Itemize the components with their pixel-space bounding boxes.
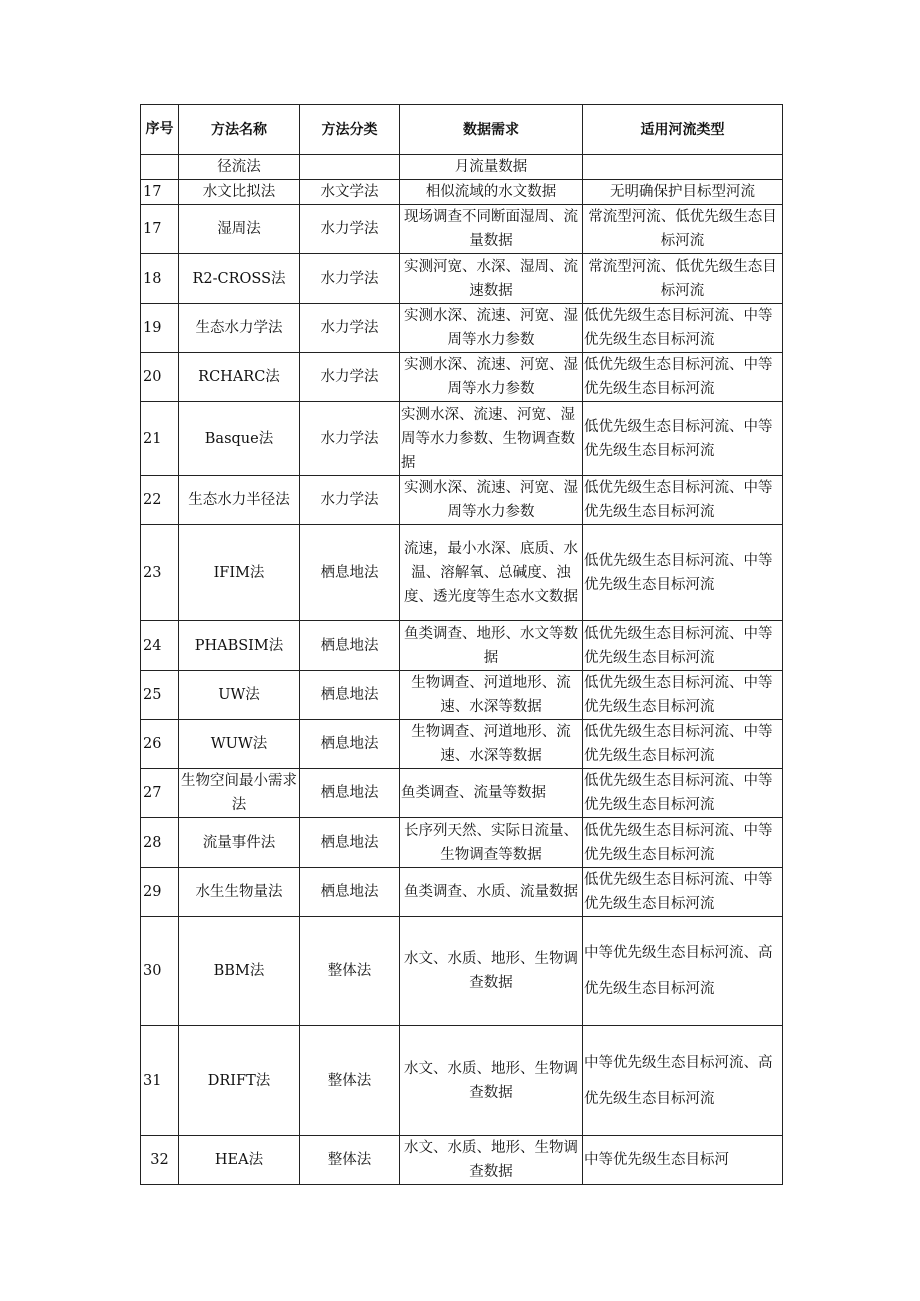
row-data: 鱼类调查、水质、流量数据: [400, 868, 583, 917]
row-class: 水力学法: [300, 304, 400, 353]
row-data: 相似流域的水文数据: [400, 180, 583, 205]
row-num: 30: [141, 917, 179, 1026]
table-row: [141, 818, 783, 868]
table-row: [141, 402, 783, 476]
row-river: [583, 155, 783, 180]
row-data: 鱼类调查、流量等数据: [400, 769, 583, 818]
row-num: 18: [141, 254, 179, 304]
table-row: [141, 868, 783, 917]
row-data: 实测河宽、水深、湿周、流速数据: [400, 254, 583, 304]
row-river: 低优先级生态目标河流、中等优先级生态目标河流: [583, 621, 783, 671]
row-class: [300, 155, 400, 180]
row-name: BBM法: [179, 917, 300, 1026]
row-name: IFIM法: [179, 525, 300, 621]
row-num: 27: [141, 769, 179, 818]
row-data: 实测水深、流速、河宽、湿周等水力参数、生物调查数据: [400, 402, 583, 476]
row-class: 水力学法: [300, 353, 400, 402]
row-data: 水文、水质、地形、生物调查数据: [400, 1136, 583, 1185]
row-name: 流量事件法: [179, 818, 300, 868]
row-num: 17: [141, 180, 179, 205]
row-name: 生态水力学法: [179, 304, 300, 353]
row-river: 低优先级生态目标河流、中等优先级生态目标河流: [583, 671, 783, 720]
row-name: 径流法: [179, 155, 300, 180]
row-num: 20: [141, 353, 179, 402]
row-num: 24: [141, 621, 179, 671]
row-num: 32: [141, 1136, 179, 1185]
row-name: 水生生物量法: [179, 868, 300, 917]
table-row: [141, 353, 783, 402]
row-num: 25: [141, 671, 179, 720]
table-row: [141, 476, 783, 525]
row-data: 水文、水质、地形、生物调查数据: [400, 917, 583, 1026]
row-name: UW法: [179, 671, 300, 720]
row-class: 整体法: [300, 1026, 400, 1136]
row-name: HEA法: [179, 1136, 300, 1185]
row-num: 22: [141, 476, 179, 525]
row-class: 水力学法: [300, 476, 400, 525]
row-class: 整体法: [300, 917, 400, 1026]
row-num: 23: [141, 525, 179, 621]
table-row: [141, 621, 783, 671]
row-river: 中等优先级生态目标河流、高优先级生态目标河流: [583, 917, 783, 1026]
row-name: RCHARC法: [179, 353, 300, 402]
row-river: 低优先级生态目标河流、中等优先级生态目标河流: [583, 769, 783, 818]
row-data: 鱼类调查、地形、水文等数据: [400, 621, 583, 671]
row-river: 常流型河流、低优先级生态目标河流: [583, 205, 783, 254]
row-data: 水文、水质、地形、生物调查数据: [400, 1026, 583, 1136]
table-row: [141, 671, 783, 720]
row-class: 栖息地法: [300, 621, 400, 671]
row-class: 栖息地法: [300, 868, 400, 917]
header-name: 方法名称: [179, 105, 300, 155]
row-class: 栖息地法: [300, 525, 400, 621]
table-row: [141, 1136, 783, 1185]
row-num: 29: [141, 868, 179, 917]
row-num: 19: [141, 304, 179, 353]
row-name: 生态水力半径法: [179, 476, 300, 525]
table-row: [141, 155, 783, 180]
row-data: 实测水深、流速、河宽、湿周等水力参数: [400, 304, 583, 353]
table-row: [141, 525, 783, 621]
row-data: 生物调查、河道地形、流速、水深等数据: [400, 720, 583, 769]
row-class: 栖息地法: [300, 720, 400, 769]
row-num: 28: [141, 818, 179, 868]
row-name: DRIFT法: [179, 1026, 300, 1136]
row-name: 生物空间最小需求法: [179, 769, 300, 818]
row-name: Basque法: [179, 402, 300, 476]
row-num: 17: [141, 205, 179, 254]
row-river: 低优先级生态目标河流、中等优先级生态目标河流: [583, 353, 783, 402]
table-row: [141, 304, 783, 353]
row-river: 中等优先级生态目标河: [583, 1136, 783, 1185]
header-class: 方法分类: [300, 105, 400, 155]
header-data: 数据需求: [400, 105, 583, 155]
row-class: 水文学法: [300, 180, 400, 205]
row-data: 月流量数据: [400, 155, 583, 180]
table-row: [141, 720, 783, 769]
row-name: 水文比拟法: [179, 180, 300, 205]
row-name: 湿周法: [179, 205, 300, 254]
row-river: 低优先级生态目标河流、中等优先级生态目标河流: [583, 868, 783, 917]
row-data: 实测水深、流速、河宽、湿周等水力参数: [400, 476, 583, 525]
row-name: PHABSIM法: [179, 621, 300, 671]
row-river: 低优先级生态目标河流、中等优先级生态目标河流: [583, 525, 783, 621]
table-row: [141, 917, 783, 1026]
row-river: 低优先级生态目标河流、中等优先级生态目标河流: [583, 402, 783, 476]
table-row: [141, 1026, 783, 1136]
row-data: 长序列天然、实际日流量、生物调查等数据: [400, 818, 583, 868]
row-class: 栖息地法: [300, 671, 400, 720]
header-river: 适用河流类型: [583, 105, 783, 155]
row-num: 26: [141, 720, 179, 769]
row-class: 水力学法: [300, 205, 400, 254]
table-row: [141, 769, 783, 818]
row-river: 低优先级生态目标河流、中等优先级生态目标河流: [583, 720, 783, 769]
row-class: 水力学法: [300, 254, 400, 304]
table-row: [141, 254, 783, 304]
row-river: 中等优先级生态目标河流、高优先级生态目标河流: [583, 1026, 783, 1136]
row-data: 流速，最小水深、底质、水温、溶解氧、总碱度、浊度、透光度等生态水文数据: [400, 525, 583, 621]
row-river: 常流型河流、低优先级生态目标河流: [583, 254, 783, 304]
row-class: 栖息地法: [300, 818, 400, 868]
row-num: 31: [141, 1026, 179, 1136]
row-name: R2-CROSS法: [179, 254, 300, 304]
row-river: 低优先级生态目标河流、中等优先级生态目标河流: [583, 476, 783, 525]
row-class: 栖息地法: [300, 769, 400, 818]
row-data: 现场调查不同断面湿周、流量数据: [400, 205, 583, 254]
header-row: [141, 105, 783, 155]
methods-table: [140, 104, 783, 1185]
table-row: [141, 205, 783, 254]
row-river: 无明确保护目标型河流: [583, 180, 783, 205]
row-river: 低优先级生态目标河流、中等优先级生态目标河流: [583, 304, 783, 353]
row-class: 整体法: [300, 1136, 400, 1185]
row-num: [141, 155, 179, 180]
header-num: 序号: [141, 105, 179, 155]
row-river: 低优先级生态目标河流、中等优先级生态目标河流: [583, 818, 783, 868]
row-data: 生物调查、河道地形、流速、水深等数据: [400, 671, 583, 720]
row-name: WUW法: [179, 720, 300, 769]
row-data: 实测水深、流速、河宽、湿周等水力参数: [400, 353, 583, 402]
row-num: 21: [141, 402, 179, 476]
row-class: 水力学法: [300, 402, 400, 476]
table-row: [141, 180, 783, 205]
